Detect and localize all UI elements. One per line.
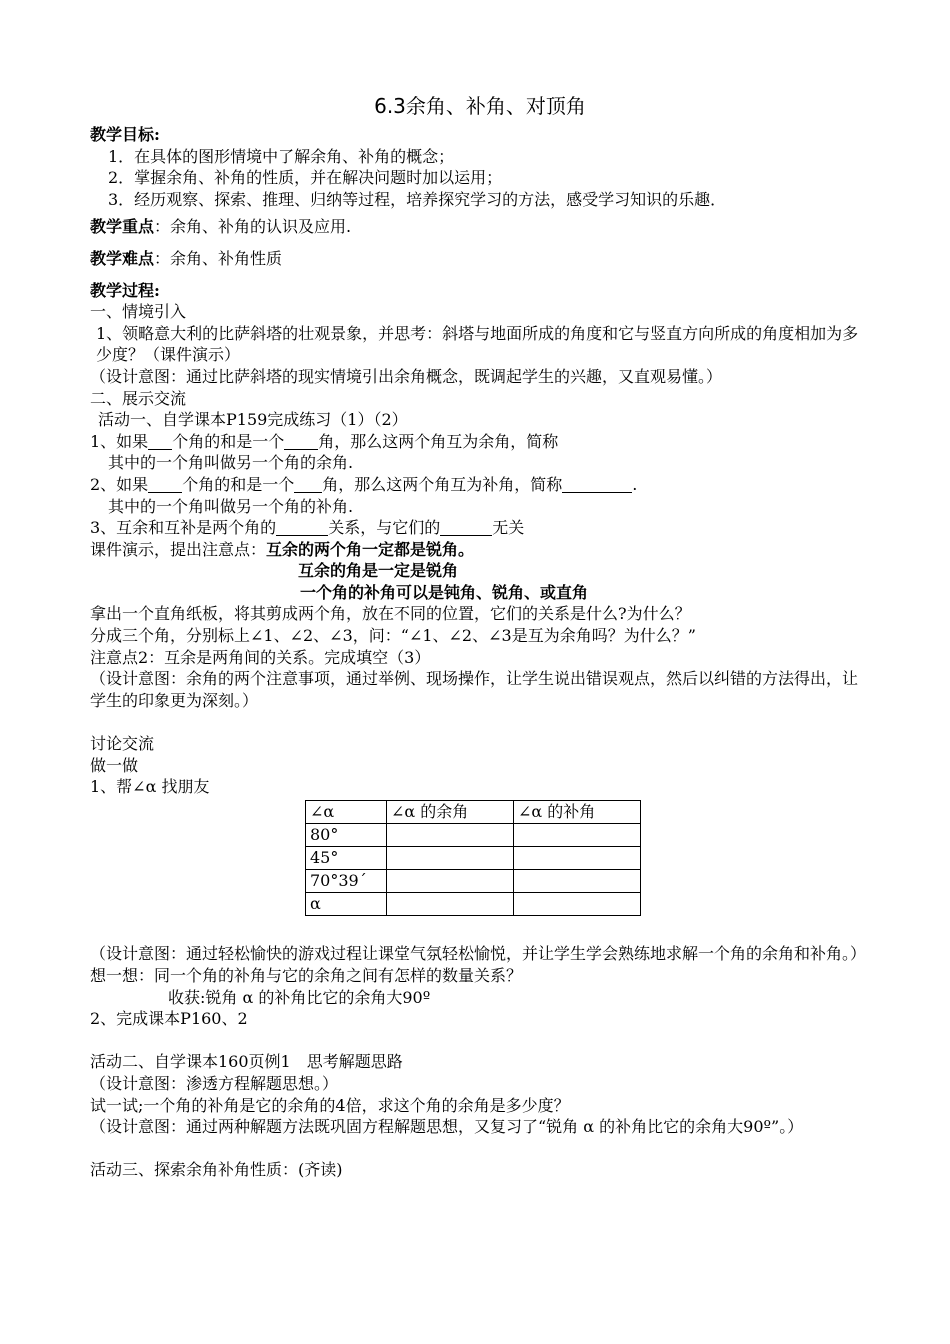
table-cell: α bbox=[306, 892, 387, 915]
fill-blank-3: 3、互余和互补是两个角的 关系，与它们的 无关 bbox=[90, 518, 525, 538]
table-header: ∠α bbox=[306, 800, 387, 823]
answer-blank[interactable] bbox=[440, 519, 492, 536]
process-heading: 教学过程: bbox=[90, 280, 160, 300]
fill-blank-1: 1、如果 个角的和是一个 角，那么这两个角互为余角，简称 bbox=[90, 431, 559, 451]
table-cell[interactable] bbox=[387, 869, 514, 892]
answer-blank[interactable] bbox=[148, 476, 182, 493]
objective-item: 3．经历观察、探索、推理、归纳等过程，培养探究学习的方法，感受学习知识的乐趣． bbox=[108, 189, 727, 209]
table-cell[interactable] bbox=[514, 823, 641, 846]
design-note: （设计意图：通过比萨斜塔的现实情境引出余角概念，既调起学生的兴趣，又直观易懂。） bbox=[90, 366, 723, 386]
table-row bbox=[306, 892, 641, 915]
paragraph: 分成三个角，分别标上∠1、∠2、∠3，问：“∠1、∠2、∠3是互为余角吗？为什么？” bbox=[90, 626, 696, 646]
paragraph: 试一试;一个角的补角是它的余角的4倍，求这个角的余角是多少度？ bbox=[90, 1095, 570, 1115]
objectives-heading: 教学目标: bbox=[90, 125, 160, 144]
section-title: 一、情境引入 bbox=[90, 302, 187, 322]
note-line: 互余的角是一定是锐角 bbox=[298, 561, 459, 581]
table-cell: 80° bbox=[306, 823, 387, 846]
difficulty: 教学难点：余角、补角性质 bbox=[90, 248, 283, 268]
document-page bbox=[90, 92, 870, 1181]
design-note: （设计意图：余角的两个注意事项，通过举例、现场操作，让学生说出错误观点，然后以纠错的方法得出，让学生的印象更为深刻。） bbox=[90, 669, 859, 710]
table-cell[interactable] bbox=[387, 823, 514, 846]
table-row bbox=[306, 846, 641, 869]
design-note: （设计意图：通过轻松愉快的游戏过程让课堂气氛轻松愉悦，并让学生学会熟练地求解一个角的余角和补角。） bbox=[90, 944, 867, 964]
activity-title: 活动一、自学课本P159完成练习（1）（2） bbox=[98, 410, 408, 430]
exercise-title: 1、帮∠α 找朋友 bbox=[90, 777, 210, 797]
table-header-row bbox=[306, 800, 641, 823]
paragraph: 注意点2：互余是两角间的关系。完成填空（3） bbox=[90, 647, 431, 667]
table-cell[interactable] bbox=[514, 846, 641, 869]
fill-blank-2: 2、如果 个角的和是一个 角，那么这两个角互为补角，简称 . bbox=[90, 474, 638, 494]
table-cell: 70°39´ bbox=[306, 869, 387, 892]
objective-item: 2．掌握余角、补角的性质，并在解决问题时加以运用； bbox=[108, 168, 503, 188]
table-header: ∠α 的补角 bbox=[514, 800, 641, 823]
spacer bbox=[90, 1138, 870, 1160]
design-note: （设计意图：渗透方程解题思想。） bbox=[90, 1073, 339, 1093]
table-row bbox=[306, 869, 641, 892]
harvest-line: 收获:锐角 α 的补角比它的余角大90º bbox=[168, 987, 431, 1007]
objective-item: 1．在具体的图形情境中了解余角、补角的概念； bbox=[108, 146, 455, 166]
answer-blank[interactable] bbox=[148, 433, 172, 450]
paragraph: 其中的一个角叫做另一个角的余角. bbox=[108, 453, 354, 473]
spacer bbox=[90, 1030, 870, 1052]
paragraph: 拿出一个直角纸板，将其剪成两个角，放在不同的位置，它们的关系是什么?为什么？ bbox=[90, 604, 691, 624]
section-title: 讨论交流 bbox=[90, 734, 155, 754]
table-row bbox=[306, 823, 641, 846]
answer-blank[interactable] bbox=[294, 476, 322, 493]
answer-blank[interactable] bbox=[284, 433, 318, 450]
demo-notes: 课件演示，提出注意点：互余的两个角一定都是锐角。 bbox=[90, 539, 475, 559]
answer-blank[interactable] bbox=[276, 519, 328, 536]
key-point: 教学重点：余角、补角的认识及应用. bbox=[90, 217, 352, 237]
section-title: 做一做 bbox=[90, 755, 139, 775]
activity-title: 活动三、探索余角补角性质：(齐读) bbox=[90, 1160, 343, 1180]
section-title: 二、展示交流 bbox=[90, 388, 187, 408]
table-cell: 45° bbox=[306, 846, 387, 869]
paragraph: 2、完成课本P160、2 bbox=[90, 1009, 248, 1029]
spacer bbox=[90, 922, 870, 944]
note-line: 一个角的补角可以是钝角、锐角、或直角 bbox=[300, 582, 589, 602]
spacer bbox=[90, 711, 870, 733]
paragraph: 想一想：同一个角的补角与它的余角之间有怎样的数量关系？ bbox=[90, 966, 523, 985]
table-cell[interactable] bbox=[514, 869, 641, 892]
activity-title: 活动二、自学课本160页例1 思考解题思路 bbox=[90, 1052, 403, 1072]
table-cell[interactable] bbox=[387, 846, 514, 869]
answer-blank[interactable] bbox=[562, 476, 632, 493]
paragraph: 其中的一个角叫做另一个角的补角. bbox=[108, 496, 354, 516]
design-note: （设计意图：通过两种解题方法既巩固方程解题思想，又复习了“锐角 α 的补角比它的余角大90º”。） bbox=[90, 1117, 804, 1137]
page-title: 6.3余角、补角、对顶角 bbox=[374, 94, 586, 118]
table-cell[interactable] bbox=[387, 892, 514, 915]
table-header: ∠α 的余角 bbox=[387, 800, 514, 823]
paragraph: 1、领略意大利的比萨斜塔的壮观景象，并思考：斜塔与地面所成的角度和它与竖直方向所成的角度相加为多少度？（课件演示） bbox=[96, 323, 859, 365]
angle-table bbox=[305, 800, 641, 916]
table-cell[interactable] bbox=[514, 892, 641, 915]
